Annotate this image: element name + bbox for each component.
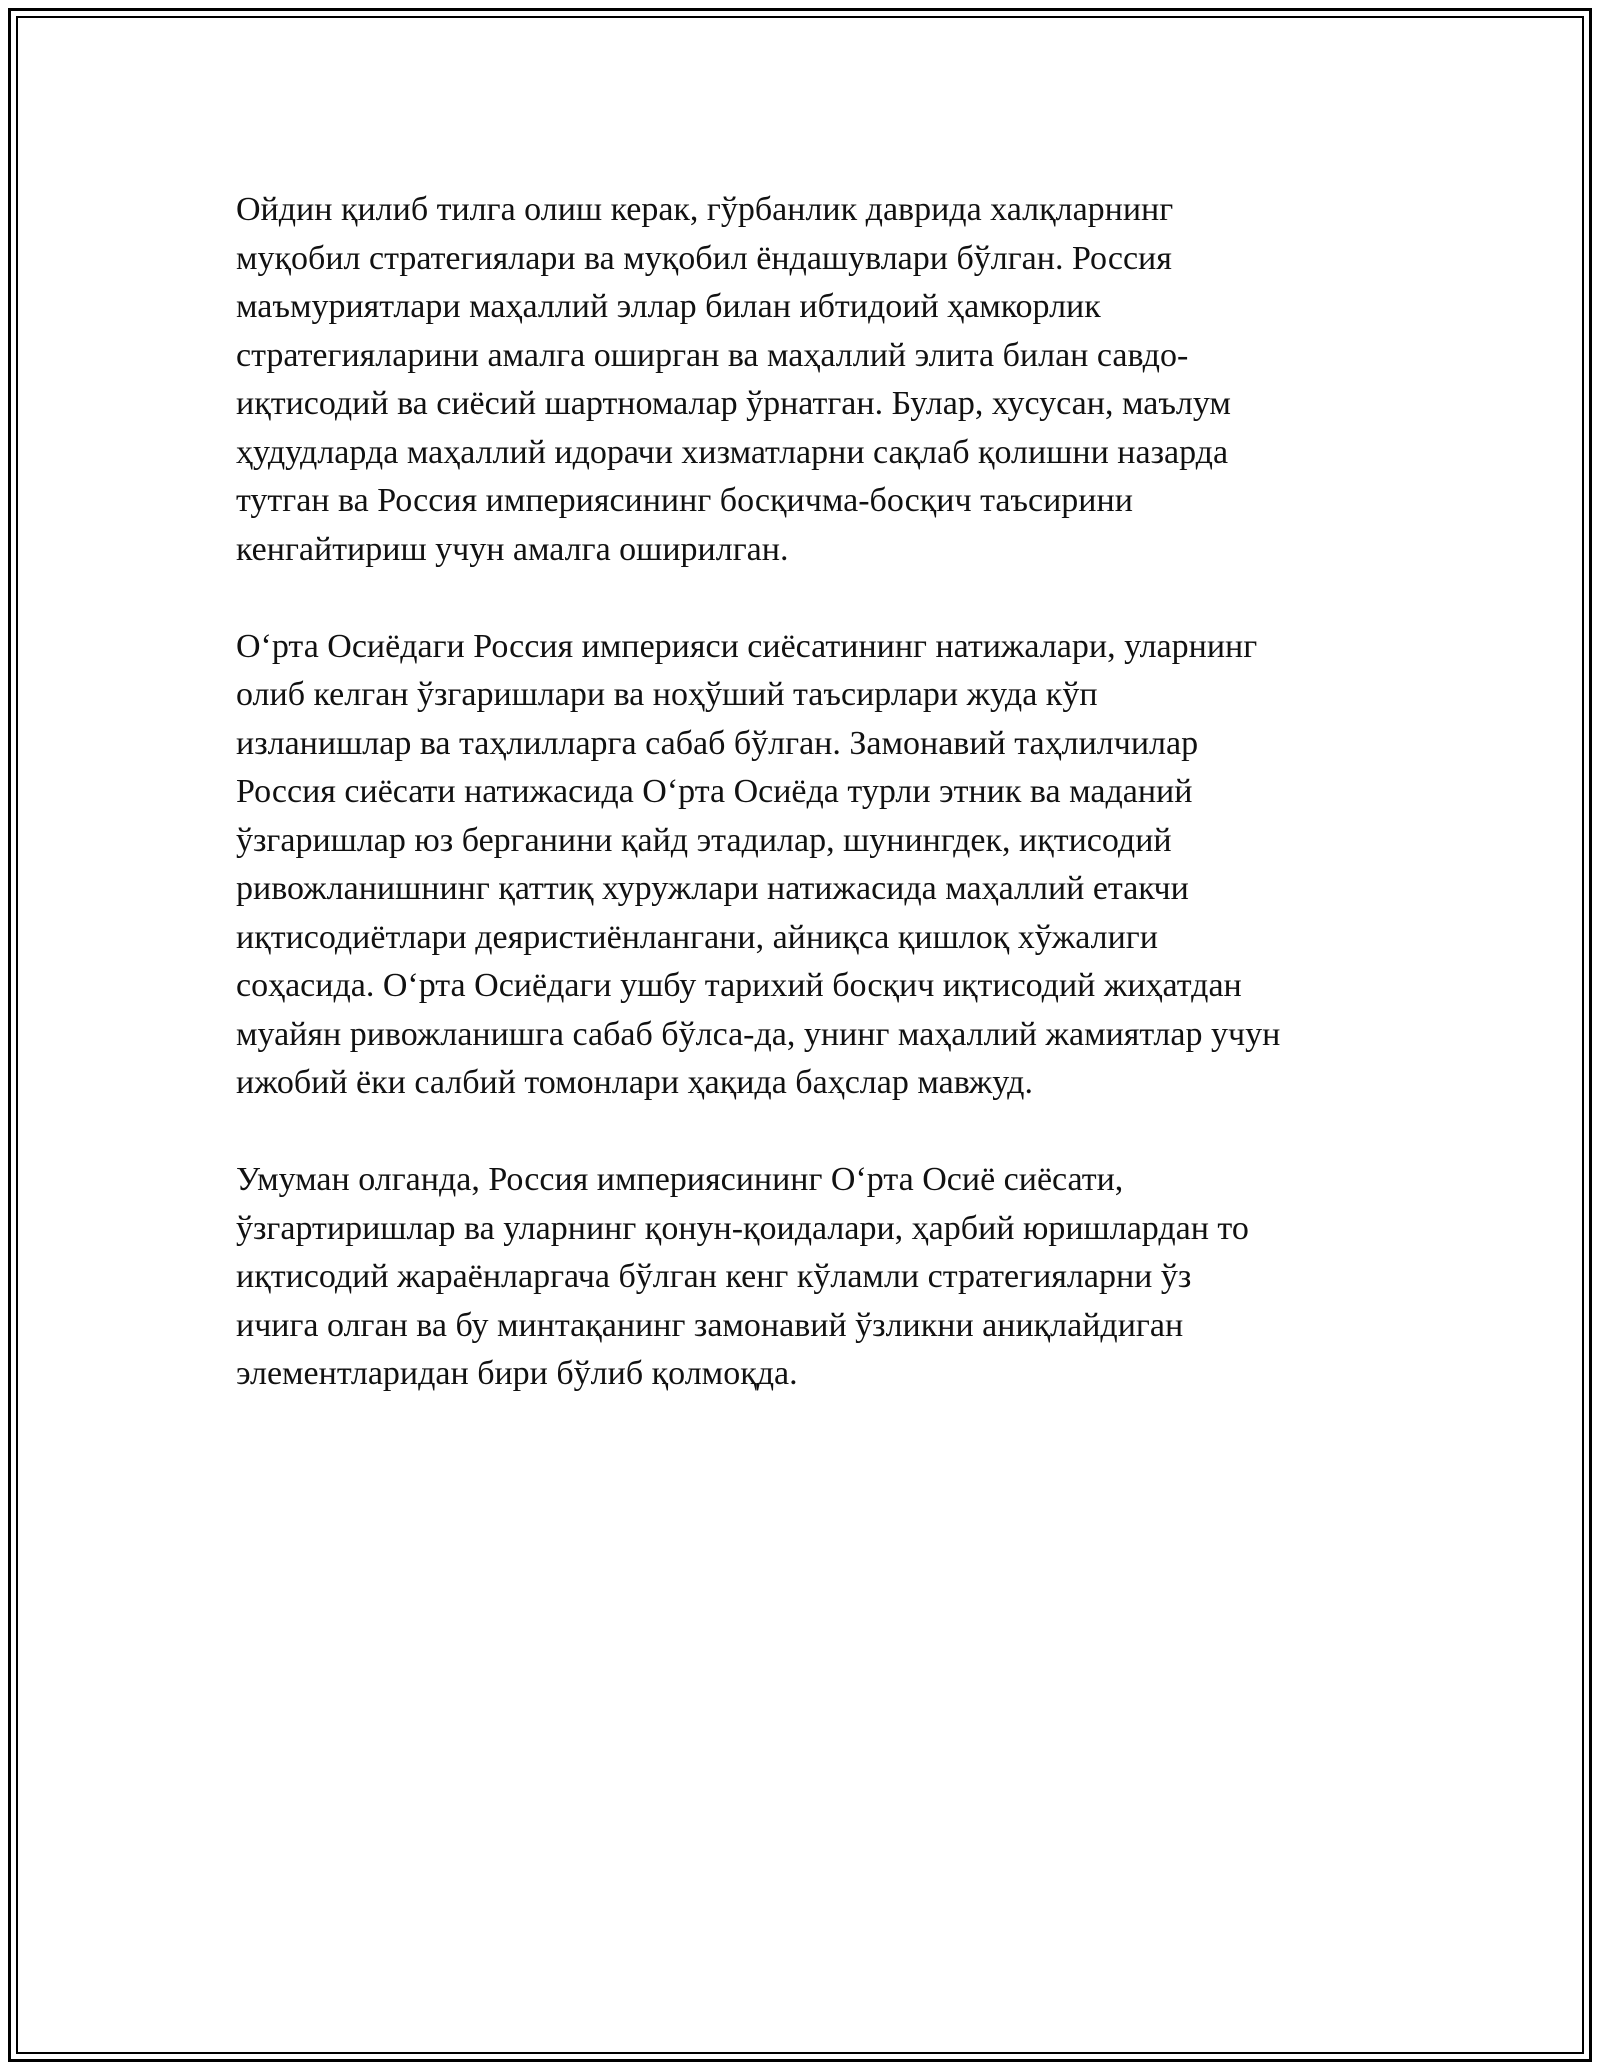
paragraph-1	[236, 186, 1416, 574]
paragraph-line: ўзгартиришлар ва уларнинг қонун-қоидалари, ҳарбий юришлардан то	[236, 1209, 1249, 1247]
paragraph-line: муқобил стратегиялари ва муқобил ёндашувлари бўлган. Россия	[236, 239, 1172, 277]
paragraph-line: ўзгаришлар юз берганини қайд этадилар, шунингдек, иқтисодий	[236, 821, 1172, 859]
paragraph-line: иқтисодий ва сиёсий шартномалар ўрнатган. Булар, хусусан, маълум	[236, 385, 1231, 422]
paragraph-line: стратегияларини амалга оширган ва маҳаллий элита билан савдо-	[236, 336, 1189, 374]
paragraph-line: тутган ва Россия империясининг босқичма-босқич таъсирини	[236, 482, 1133, 519]
paragraph-line: Оʻрта Осиёдаги Россия империяси сиёсатининг натижалари, уларнинг	[236, 627, 1258, 665]
paragraph-line: иқтисодий жараёнларгача бўлган кенг кўламли стратегияларни ўз	[236, 1258, 1192, 1295]
document-body	[236, 186, 1416, 1447]
paragraph-line: муайян ривожланишга сабаб бўлса-да, унинг маҳаллий жамиятлар учун	[236, 1015, 1281, 1053]
paragraph-line: элементларидан бири бўлиб қолмоқда.	[236, 1355, 798, 1392]
paragraph-2	[236, 623, 1416, 1108]
paragraph-line: соҳасида. Оʻрта Осиёдаги ушбу тарихий босқич иқтисодий жиҳатдан	[236, 967, 1242, 1004]
paragraph-line: Россия сиёсати натижасида Оʻрта Осиёда турли этник ва маданий	[236, 773, 1193, 810]
paragraph-line: маъмуриятлари маҳаллий эллар билан ибтидоий ҳамкорлик	[236, 288, 1101, 325]
paragraph-line: олиб келган ўзгаришлари ва ноҳўший таъсирлари жуда кўп	[236, 676, 1098, 713]
paragraph-line: Ойдин қилиб тилга олиш керак, гўрбанлик даврида халқларнинг	[236, 191, 1174, 228]
paragraph-line: Умуман олганда, Россия империясининг Оʻрта Осиё сиёсати,	[236, 1161, 1124, 1198]
paragraph-line: иқтисодиётлари деяристиёнлангани, айниқса қишлоқ хўжалиги	[236, 918, 1158, 956]
paragraph-line: изланишлар ва таҳлилларга сабаб бўлган. Замонавий таҳлилчилар	[236, 724, 1199, 762]
paragraph-3	[236, 1156, 1416, 1399]
paragraph-line: ривожланишнинг қаттиқ хуружлари натижасида маҳаллий етакчи	[236, 870, 1189, 907]
paragraph-line: ичига олган ва бу минтақанинг замонавий ўзликни аниқлайдиган	[236, 1306, 1184, 1344]
paragraph-line: ижобий ёки салбий томонлари ҳақида баҳслар мавжуд.	[236, 1064, 1033, 1101]
paragraph-line: ҳудудларда маҳаллий идорачи хизматларни сақлаб қолишни назарда	[236, 433, 1229, 471]
paragraph-line: кенгайтириш учун амалга оширилган.	[236, 530, 789, 568]
